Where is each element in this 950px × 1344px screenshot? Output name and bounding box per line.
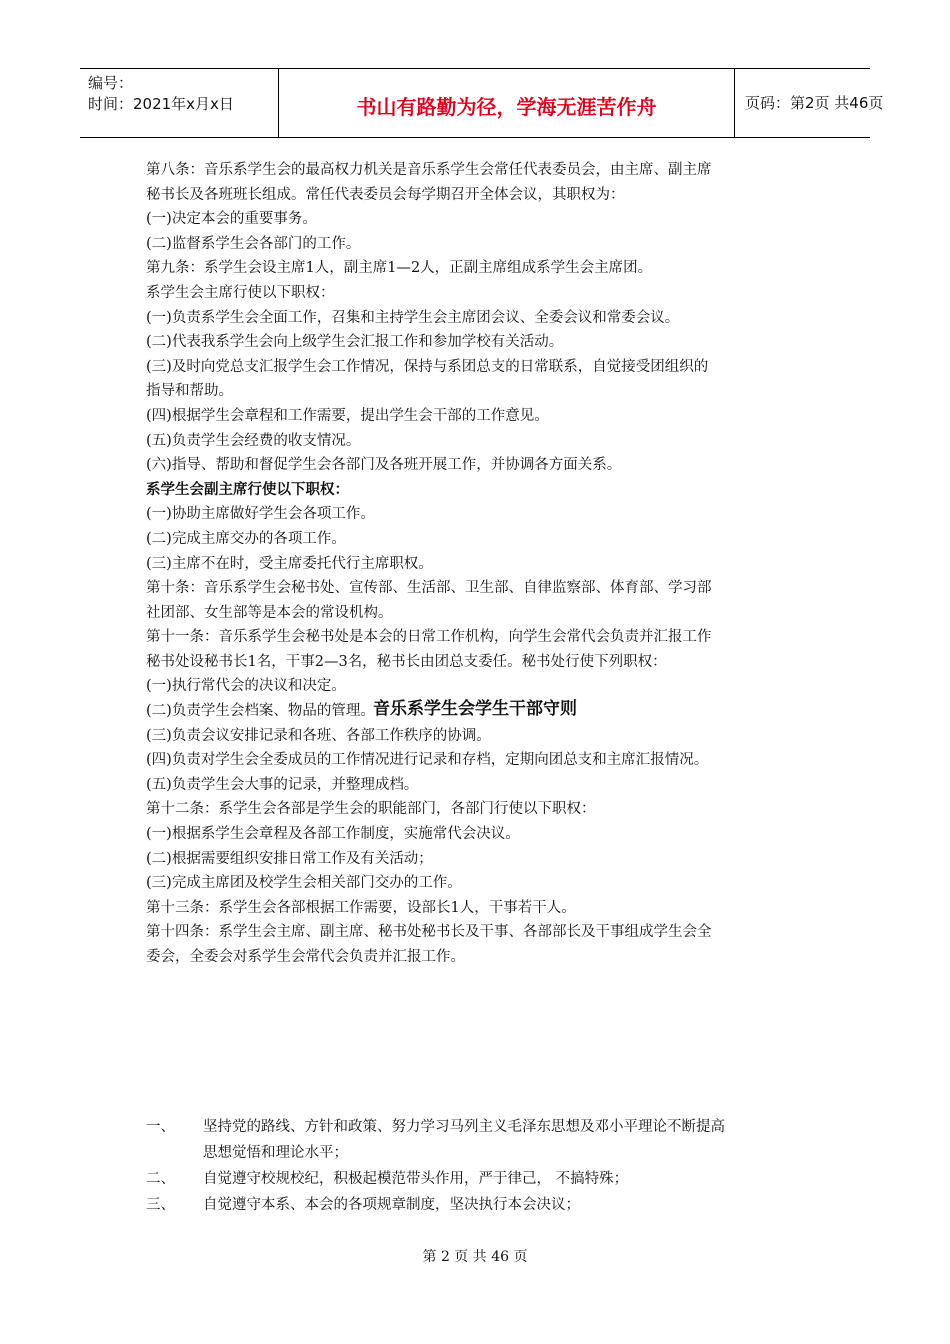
rule-text-line: 思想觉悟和理论水平； [203, 1145, 348, 1161]
body-line: (三)及时向党总支汇报学生会工作情况，保持与系团总支的日常联系，自觉接受团组织的 [146, 358, 709, 375]
body-line: 委会，全委会对系学生会常代会负责并汇报工作。 [146, 949, 465, 965]
rule-number: 一、 [146, 1119, 175, 1135]
rules-list [146, 1114, 826, 1218]
body-line: (二)代表我系学生会向上级学生会汇报工作和参加学校有关活动。 [146, 334, 564, 351]
rule-text-line: 自觉遵守本系、本会的各项规章制度，坚决执行本会决议； [203, 1197, 580, 1213]
document-body [146, 158, 811, 970]
header-page-code: 页码：第2页 共46页 [745, 94, 884, 112]
body-line: (一)执行常代会的决议和决定。 [146, 678, 346, 695]
header-motto-cell [279, 69, 735, 137]
header-motto: 书山有路勤为径，学海无涯苦作舟 [356, 95, 657, 119]
body-line: (二)监督系学生会各部门的工作。 [146, 235, 361, 252]
body-line: 第十二条：系学生会各部是学生会的职能部门，各部门行使以下职权： [146, 801, 596, 818]
body-line: 指导和帮助。 [146, 383, 233, 400]
rule-text-line: 自觉遵守校规校纪，积极起模范带头作用，严于律己， 不搞特殊； [203, 1171, 629, 1187]
rule-item [146, 1192, 826, 1218]
body-line: (五)负责学生会经费的收支情况。 [146, 432, 361, 449]
body-line: (四)负责对学生会全委成员的工作情况进行记录和存档，定期向团总支和主席汇报情况。 [146, 752, 709, 769]
body-line: 系学生会副主席行使以下职权： [146, 481, 349, 498]
body-line: 秘书处设秘书长1名，干事2—3名，秘书长由团总支委任。秘书处行使下列职权： [146, 653, 667, 670]
body-line: (三)完成主席团及校学生会相关部门交办的工作。 [146, 875, 462, 892]
body-line: (四)根据学生会章程和工作需要，提出学生会干部的工作意见。 [146, 407, 549, 424]
body-line: (三)负责会议安排记录和各班、各部工作秩序的协调。 [146, 727, 491, 744]
body-line: 第九条：系学生会设主席1人，副主席1—2人，正副主席组成系学生会主席团。 [146, 260, 653, 277]
header-meta-cell [80, 69, 279, 137]
rule-number: 三、 [146, 1197, 175, 1213]
body-line: (一)决定本会的重要事务。 [146, 211, 317, 228]
body-line: 第十一条：音乐系学生会秘书处是本会的日常工作机构，向学生会常代会负责并汇报工作 [146, 629, 712, 646]
body-line: (二)根据需要组织安排日常工作及有关活动； [146, 850, 433, 867]
body-line: (二)完成主席交办的各项工作。 [146, 530, 346, 547]
body-line: (六)指导、帮助和督促学生会各部门及各班开展工作，并协调各方面关系。 [146, 457, 622, 474]
body-line: 第十条：音乐系学生会秘书处、宣传部、生活部、卫生部、自律监察部、体育部、学习部 [146, 580, 712, 597]
section-title: 音乐系学生会学生干部守则 [373, 699, 577, 719]
body-line: 第十四条：系学生会主席、副主席、秘书处秘书长及干事、各部部长及干事组成学生会全 [146, 924, 712, 941]
page-footer: 第 2 页 共 46 页 [422, 1249, 528, 1265]
body-line: 社团部、女生部等是本会的常设机构。 [146, 604, 393, 621]
document-date: 时间：2021年x月x日 [88, 95, 234, 113]
body-line: 秘书长及各班班长组成。常任代表委员会每学期召开全体会议，其职权为： [146, 186, 625, 203]
body-line: (三)主席不在时，受主席委托代行主席职权。 [146, 555, 433, 572]
body-line: 第十三条：系学生会各部根据工作需要，设部长1人，干事若干人。 [146, 899, 576, 916]
rule-item [146, 1114, 826, 1166]
body-line: (二)负责学生会档案、物品的管理。 [146, 703, 375, 720]
body-line: (一)协助主席做好学生会各项工作。 [146, 506, 375, 523]
body-line: 第八条：音乐系学生会的最高权力机关是音乐系学生会常任代表委员会，由主席、副主席 [146, 162, 712, 178]
body-line: (一)根据系学生会章程及各部工作制度，实施常代会决议。 [146, 826, 520, 843]
rule-text-line: 坚持党的路线、方针和政策、努力学习马列主义毛泽东思想及邓小平理论不断提高 [203, 1119, 725, 1135]
body-line: (一)负责系学生会全面工作，召集和主持学生会主席团会议、全委会议和常委会议。 [146, 309, 680, 326]
header-page-cell [735, 69, 884, 137]
document-number-label: 编号： [88, 74, 134, 92]
rule-item [146, 1166, 826, 1192]
body-line: (五)负责学生会大事的记录，并整理成档。 [146, 776, 419, 793]
body-line: 系学生会主席行使以下职权： [146, 284, 335, 301]
rule-number: 二、 [146, 1171, 175, 1187]
page-header [80, 68, 884, 138]
